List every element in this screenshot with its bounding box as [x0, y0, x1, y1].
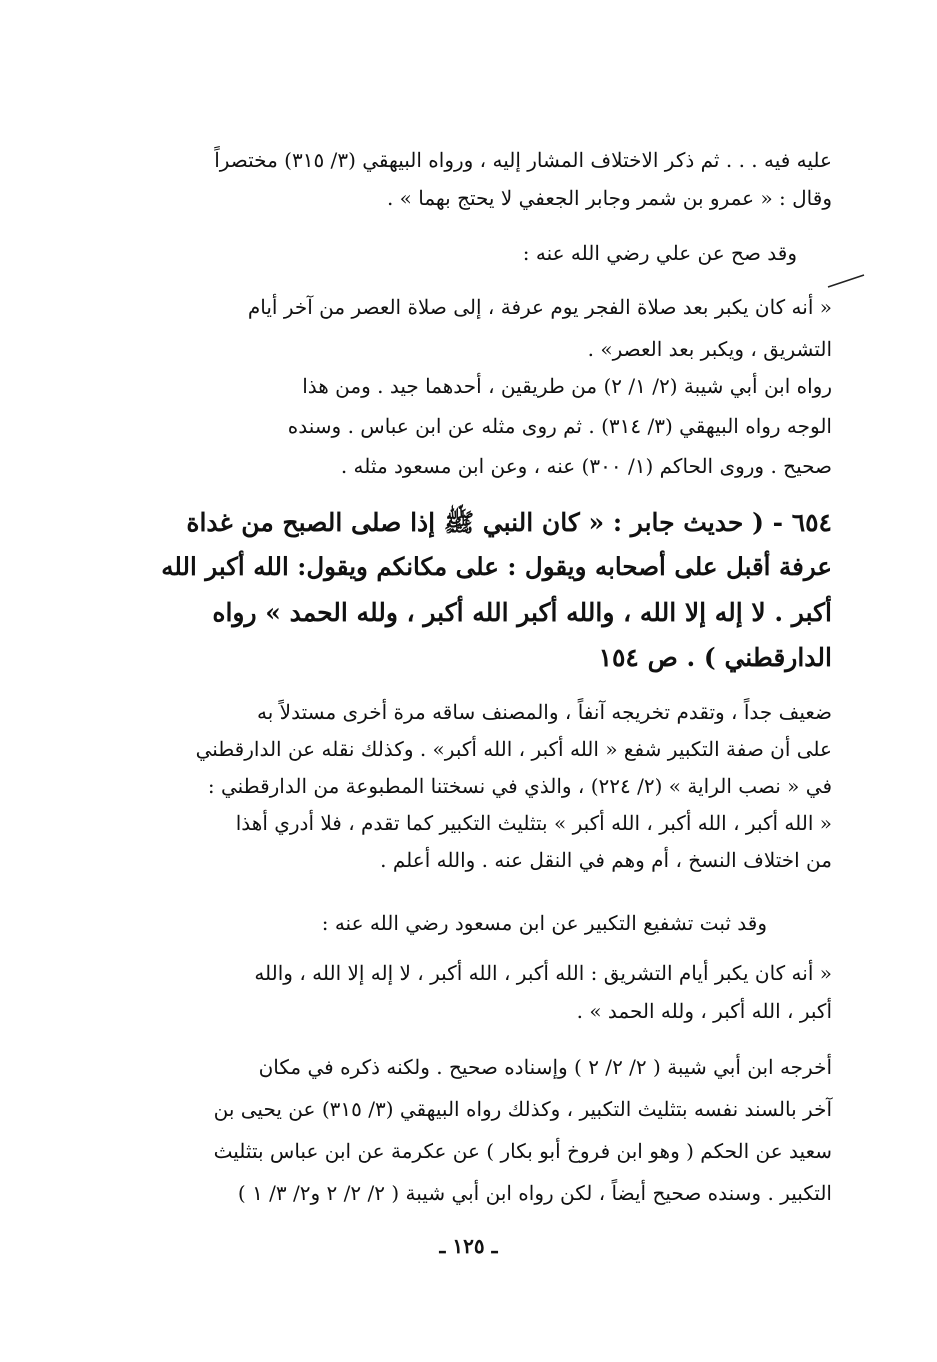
- text-line: على أن صفة التكبير شفع « الله أكبر ، الله أكبر» . وكذلك نقله عن الدارقطني: [195, 737, 832, 761]
- page-number: ـ ١٢٥ ـ: [439, 1234, 498, 1258]
- text-line: سعيد عن الحكم ( وهو ابن فروخ أبو بكار ) عن عكرمة عن ابن عباس بتثليث: [213, 1139, 832, 1163]
- paragraph-3: [152, 297, 832, 359]
- hadith-entry: [152, 510, 832, 670]
- text-line: رواه ابن أبي شيبة (٢/ ١/ ٢) من طريقين ، أحدهما جيد . ومن هذا: [302, 374, 832, 398]
- text-line: من اختلاف النسخ ، أم وهم في النقل عنه . والله أعلم .: [380, 848, 832, 872]
- text-line: صحيح . وروى الحاكم (١/ ٣٠٠) عنه ، وعن ابن مسعود مثله .: [340, 454, 832, 478]
- hadith-line: عرفة أقبل على أصحابه ويقول : على مكانكم ويقول: الله أكبر الله: [161, 552, 832, 581]
- paragraph-1: [152, 150, 832, 208]
- text-line: ضعيف جداً ، وتقدم تخريجه آنفاً ، والمصنف ساقه مرة أخرى مستدلاً به: [257, 700, 832, 724]
- paragraph-9: [152, 1057, 832, 1203]
- hadith-line: ٦٥٤ - ( حديث جابر : « كان النبي ﷺ إذا صلى الصبح من غداة: [186, 508, 832, 537]
- hadith-line: أكبر . لا إله إلا الله ، والله أكبر الله أكبر ، ولله الحمد » رواه: [212, 598, 832, 627]
- paragraph-4: [152, 376, 832, 476]
- text-line: في « نصب الراية » (٢/ ٢٢٤) ، والذي في نسختنا المطبوعة من الدارقطني :: [207, 774, 832, 798]
- quote-line: « أنه كان يكبر أيام التشريق : الله أكبر ، الله أكبر ، لا إله إلا الله ، والله: [254, 961, 832, 985]
- quote-line: أكبر ، الله أكبر ، ولله الحمد » .: [576, 999, 832, 1023]
- text-line: وقد ثبت تشفيع التكبير عن ابن مسعود رضي الله عنه :: [321, 911, 767, 935]
- paragraph-2: [117, 243, 797, 263]
- quote-line: التشريق ، ويكبر بعد العصر» .: [587, 337, 832, 361]
- quote-line: « أنه كان يكبر بعد صلاة الفجر يوم عرفة ، إلى صلاة العصر من آخر أيام: [247, 295, 832, 319]
- pen-stroke-mark: [826, 273, 866, 289]
- paragraph-6: [152, 702, 832, 870]
- text-line: « الله أكبر ، الله أكبر ، الله أكبر » بتثليث التكبير كما تقدم ، فلا أدري أهذا: [235, 811, 832, 835]
- text-line: التكبير . وسنده صحيح أيضاً ، لكن رواه ابن أبي شيبة ( ٢/ ٢/ ٢ و٢/ ٣/ ١ ): [237, 1181, 832, 1205]
- text-line: عليه فيه . . . ثم ذكر الاختلاف المشار إليه ، ورواه البيهقي (٣/ ٣١٥) مختصراً: [214, 148, 832, 172]
- paragraph-7: [87, 913, 767, 933]
- text-line: الوجه رواه البيهقي (٣/ ٣١٤) . ثم روى مثله عن ابن عباس . وسنده: [287, 414, 832, 438]
- text-line: آخر بالسند نفسه بتثليث التكبير ، وكذلك رواه البيهقي (٣/ ٣١٥) عن يحيى بن: [213, 1097, 832, 1121]
- paragraph-8: [152, 963, 832, 1021]
- text-line: وقد صح عن علي رضي الله عنه :: [522, 241, 797, 265]
- hadith-line: الدارقطني ) . ص ١٥٤: [598, 643, 832, 672]
- text-line: وقال : « عمرو بن شمر وجابر الجعفي لا يحتج بهما » .: [386, 186, 832, 210]
- text-line: أخرجه ابن أبي شيبة ( ٢/ ٢/ ٢ ) وإسناده صحيح . ولكنه ذكره في مكان: [258, 1055, 832, 1079]
